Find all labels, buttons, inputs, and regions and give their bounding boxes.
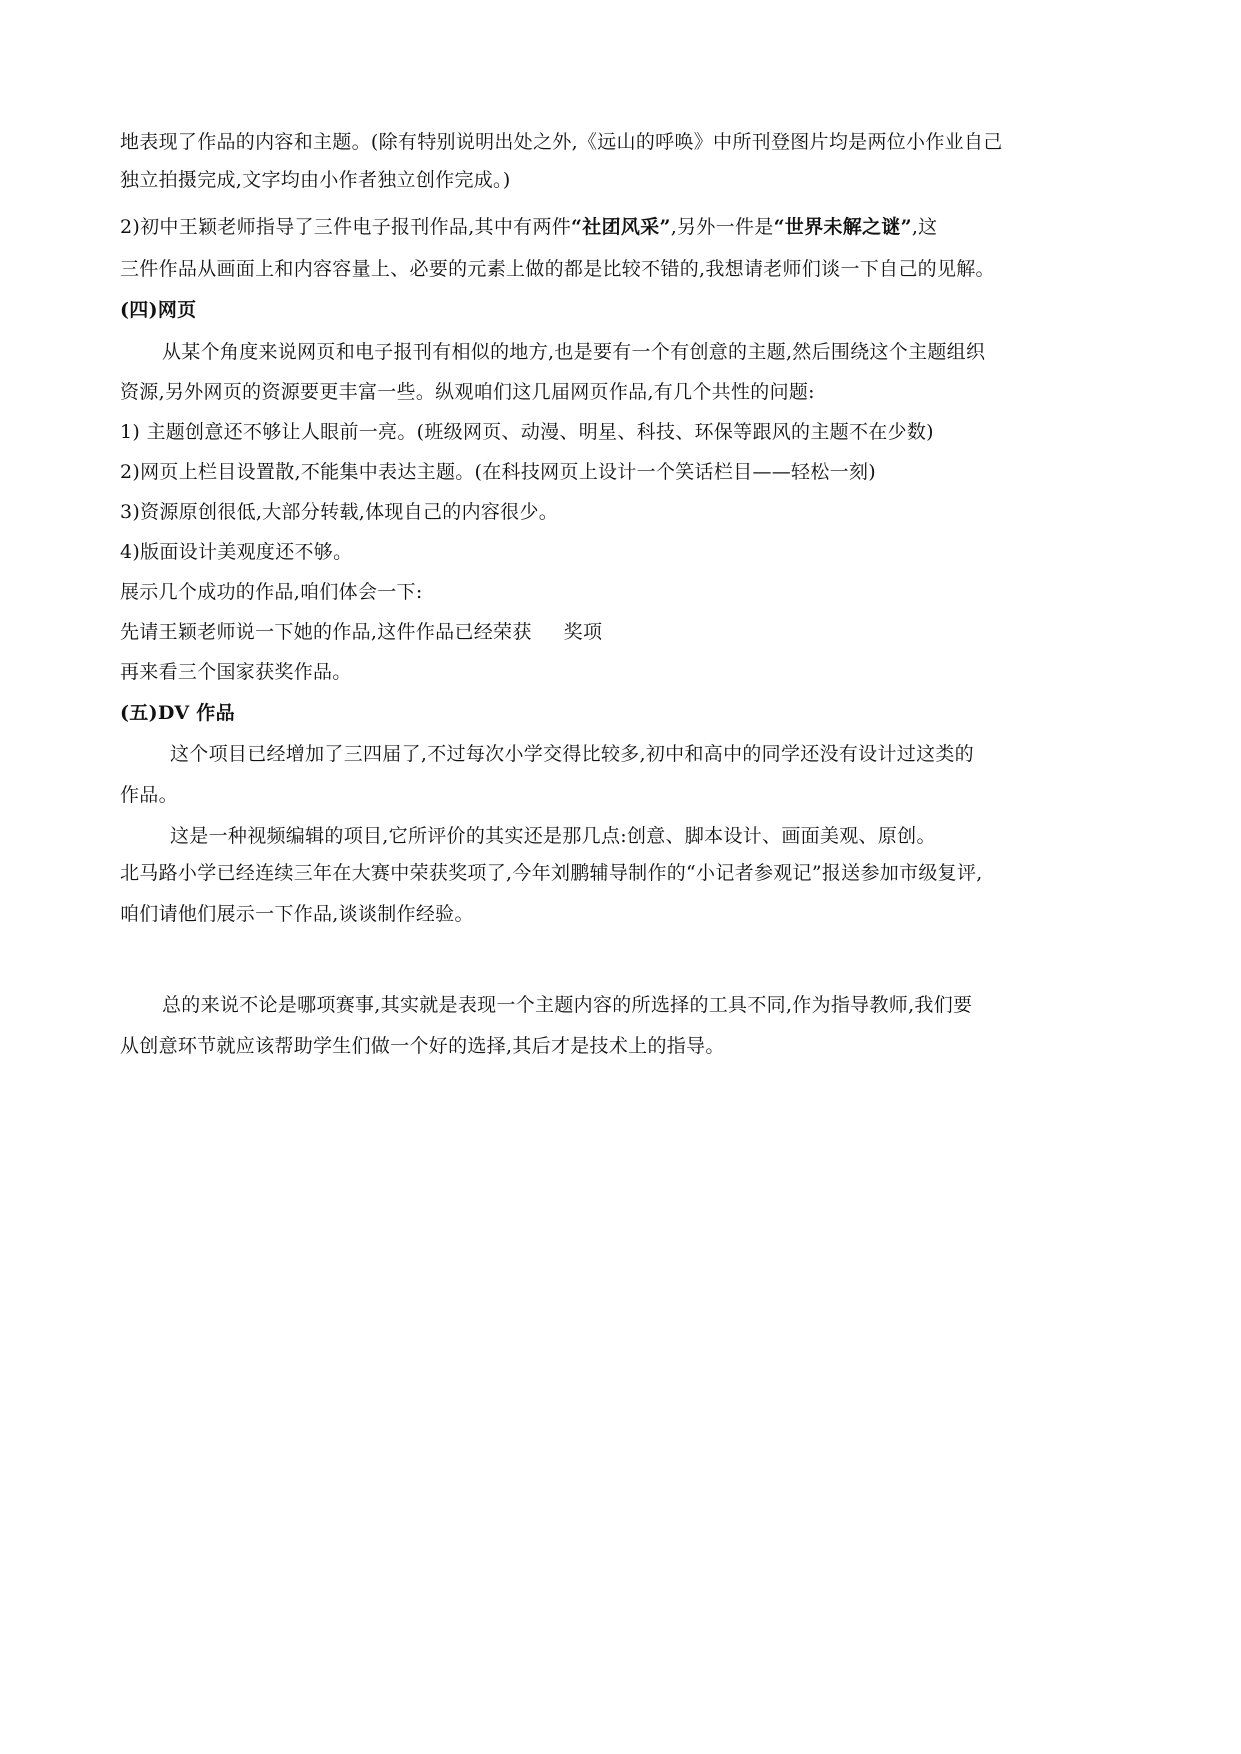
paragraph-line: 咱们请他们展示一下作品,谈谈制作经验。 bbox=[120, 903, 474, 925]
section-heading: (四)网页 bbox=[120, 299, 197, 321]
text-segment: 奖项 bbox=[563, 621, 603, 643]
paragraph-line: 展示几个成功的作品,咱们体会一下: bbox=[120, 581, 423, 603]
emphasis-text: “社团风采” bbox=[571, 216, 671, 238]
paragraph-line: 作品。 bbox=[120, 784, 178, 806]
section-heading: (五)DV 作品 bbox=[120, 702, 235, 724]
paragraph-line: 这是一种视频编辑的项目,它所评价的其实还是那几点:创意、脚本设计、画面美观、原创。 bbox=[170, 825, 936, 847]
paragraph-line: 再来看三个国家获奖作品。 bbox=[120, 661, 352, 683]
paragraph-line: 1) 主题创意还不够让人眼前一亮。(班级网页、动漫、明星、科技、环保等跟风的主题不在少数) bbox=[120, 421, 934, 443]
paragraph-line: 独立拍摄完成,文字均由小作者独立创作完成。) bbox=[120, 169, 511, 191]
paragraph-line: 4)版面设计美观度还不够。 bbox=[120, 541, 353, 563]
paragraph-line: 从创意环节就应该帮助学生们做一个好的选择,其后才是技术上的指导。 bbox=[120, 1035, 725, 1057]
paragraph-line: 三件作品从画面上和内容容量上、必要的元素上做的都是比较不错的,我想请老师们谈一下自己的见解。 bbox=[120, 258, 995, 280]
paragraph-line: 地表现了作品的内容和主题。(除有特别说明出处之外,《远山的呼唤》中所刊登图片均是两位小作业自己 bbox=[120, 131, 1003, 153]
text-segment: ,这 bbox=[911, 216, 938, 238]
paragraph-line bbox=[120, 618, 1130, 646]
paragraph-line: 总的来说不论是哪项赛事,其实就是表现一个主题内容的所选择的工具不同,作为指导教师,我们要 bbox=[162, 994, 973, 1016]
text-segment: ,另外一件是 bbox=[670, 216, 774, 238]
paragraph-line: 3)资源原创很低,大部分转载,体现自己的内容很少。 bbox=[120, 501, 559, 523]
text-segment: 2)初中王颖老师指导了三件电子报刊作品,其中有两件 bbox=[120, 216, 572, 238]
paragraph-line: 2)网页上栏目设置散,不能集中表达主题。(在科技网页上设计一个笑话栏目——轻松一刻) bbox=[120, 461, 876, 483]
paragraph-line bbox=[120, 213, 1130, 241]
paragraph-line: 这个项目已经增加了三四届了,不过每次小学交得比较多,初中和高中的同学还没有设计过这类的 bbox=[170, 743, 974, 765]
emphasis-text: “世界未解之谜” bbox=[773, 216, 912, 238]
text-segment: 先请王颖老师说一下她的作品,这件作品已经荣获 bbox=[120, 621, 532, 643]
paragraph-line: 资源,另外网页的资源要更丰富一些。纵观咱们这几届网页作品,有几个共性的问题: bbox=[120, 381, 815, 403]
paragraph-line: 北马路小学已经连续三年在大赛中荣获奖项了,今年刘鹏辅导制作的“小记者参观记”报送参加市级复评, bbox=[120, 862, 983, 884]
paragraph-line: 从某个角度来说网页和电子报刊有相似的地方,也是要有一个有创意的主题,然后围绕这个主题组织 bbox=[162, 341, 986, 363]
